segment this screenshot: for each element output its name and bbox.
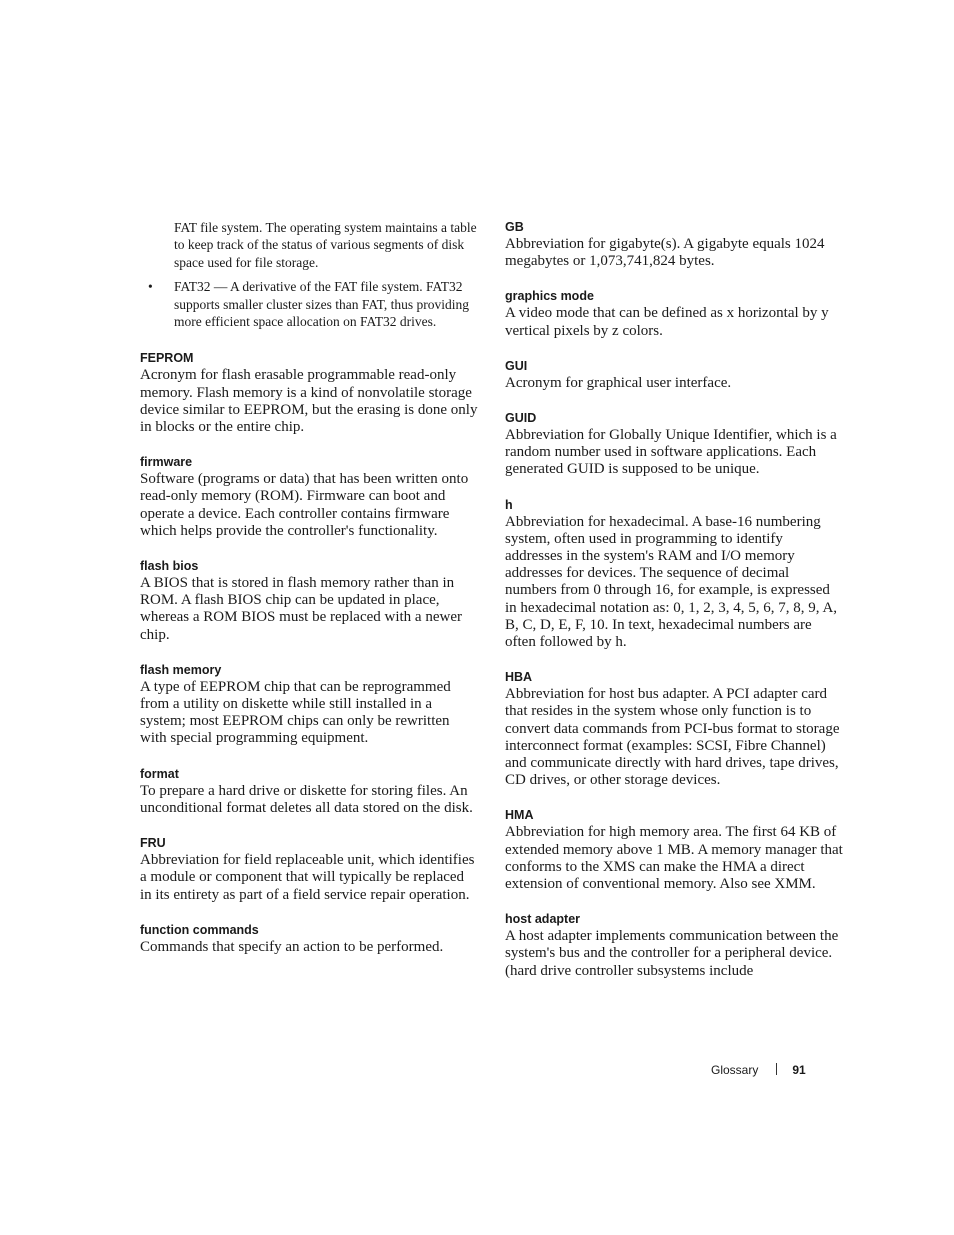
glossary-term: firmware bbox=[140, 455, 193, 470]
glossary-term: FRU bbox=[140, 836, 166, 851]
glossary-entry-hba bbox=[505, 669, 843, 789]
glossary-term: HBA bbox=[505, 670, 533, 685]
glossary-definition: Abbreviation for host bus adapter. A PCI adapter card that resides in the system whose only function is to convert data commands from PCI-bus format to storage interconnect format (examples: SCSI, Fibre Channel) and communicate directly with hard drives, tape drives, CD drives, or other storage devices. bbox=[505, 686, 840, 789]
glossary-term: GUID bbox=[505, 411, 537, 426]
glossary-entry-flash-bios bbox=[140, 558, 478, 644]
glossary-entry-format bbox=[140, 766, 478, 817]
glossary-definition: Commands that specify an action to be performed. bbox=[140, 938, 444, 955]
footer-divider bbox=[776, 1063, 777, 1075]
glossary-definition: Abbreviation for field replaceable unit, which identifies a module or component that will typically be replaced in its entirety as part of a field service repair operation. bbox=[140, 852, 475, 903]
glossary-entry-gb bbox=[505, 219, 843, 270]
glossary-entry-gui bbox=[505, 358, 843, 392]
glossary-definition: Abbreviation for high memory area. The first 64 KB of extended memory above 1 MB. A memory manager that conforms to the XMS can make the HMA a direct extension of conventional memory. Also see XMM. bbox=[505, 824, 843, 893]
right-column bbox=[505, 219, 843, 980]
glossary-term: FEPROM bbox=[140, 351, 194, 366]
glossary-entry-graphics-mode bbox=[505, 288, 843, 339]
glossary-definition: A BIOS that is stored in flash memory rather than in ROM. A flash BIOS chip can be updated in place, whereas a ROM BIOS must be replaced with a newer chip. bbox=[140, 575, 462, 643]
glossary-entry-fru bbox=[140, 835, 478, 904]
glossary-entry-guid bbox=[505, 410, 843, 479]
glossary-entry-feprom bbox=[140, 350, 478, 436]
glossary-term: GUI bbox=[505, 358, 528, 373]
page-number: 91 bbox=[792, 1063, 806, 1077]
glossary-entry-hma bbox=[505, 807, 843, 893]
bullet-text: — A derivative of the FAT file system. FAT32 supports smaller cluster sizes than FAT, thus providing more efficient space allocation on FAT32 drives. bbox=[174, 279, 469, 330]
glossary-definition: Software (programs or data) that has been written onto read-only memory (ROM). Firmware can boot and operate a device. Each controller contains firmware which helps provide the controller's functionality. bbox=[140, 471, 469, 539]
glossary-definition: Acronym for flash erasable programmable read-only memory. Flash memory is a kind of nonvolatile storage device similar to EEPROM, but the erasing is done only in blocks or the entire chip. bbox=[140, 367, 478, 436]
bullet-icon: • bbox=[148, 279, 153, 295]
left-column bbox=[140, 219, 478, 956]
glossary-term: format bbox=[140, 766, 179, 781]
footer-section-label: Glossary bbox=[711, 1063, 759, 1077]
bullet-item-fat32 bbox=[148, 278, 478, 330]
glossary-definition: Abbreviation for Globally Unique Identifier, which is a random number used in software applications. Each generated GUID is supposed to be unique. bbox=[505, 427, 837, 478]
glossary-term: GB bbox=[505, 220, 524, 234]
glossary-definition: A host adapter implements communication between the system's bus and the controller for a peripheral device. (hard drive controller subsystems include bbox=[505, 928, 839, 979]
glossary-term: flash memory bbox=[140, 662, 222, 677]
glossary-entry-host-adapter bbox=[505, 911, 843, 980]
glossary-term: HMA bbox=[505, 808, 534, 823]
glossary-entry-h bbox=[505, 497, 843, 652]
glossary-definition: A type of EEPROM chip that can be reprogrammed from a utility on diskette while still installed in a system; most EEPROM chips can only be rewritten with special programming equipment. bbox=[140, 678, 451, 747]
glossary-term: flash bios bbox=[140, 559, 199, 574]
glossary-definition: Abbreviation for hexadecimal. A base-16 numbering system, often used in programming to identify addresses in the system's RAM and I/O memory addresses for devices. The sequence of decimal numbers from 0 through 16, for example, is expressed in hexadecimal notation as: 0, 1, 2, 3, 4, 5, 6, 7, 8, 9, A, B, C, D, E, F, 10. In text, hexadecimal numbers are often followed by h. bbox=[505, 513, 838, 651]
glossary-definition: Abbreviation for gigabyte(s). A gigabyte equals 1024 megabytes or 1,073,741,824 bytes. bbox=[505, 236, 825, 270]
bullet-term: FAT32 bbox=[174, 279, 211, 295]
glossary-definition: A video mode that can be defined as x horizontal by y vertical pixels by z colors. bbox=[505, 305, 829, 339]
glossary-entry-firmware bbox=[140, 454, 478, 540]
glossary-term: host adapter bbox=[505, 912, 581, 927]
glossary-entry-function-commands bbox=[140, 922, 478, 956]
glossary-term: graphics mode bbox=[505, 289, 594, 304]
continuation-paragraph: FAT file system. The operating system maintains a table to keep track of the status of various segments of disk space used for file storage. bbox=[174, 220, 477, 270]
glossary-term: h bbox=[505, 497, 513, 512]
glossary-definition: Acronym for graphical user interface. bbox=[505, 374, 732, 391]
glossary-definition: To prepare a hard drive or diskette for storing files. An unconditional format deletes all data stored on the disk. bbox=[140, 782, 473, 816]
glossary-term: function commands bbox=[140, 922, 259, 937]
glossary-entry-flash-memory bbox=[140, 662, 478, 748]
page-footer bbox=[711, 1062, 806, 1078]
